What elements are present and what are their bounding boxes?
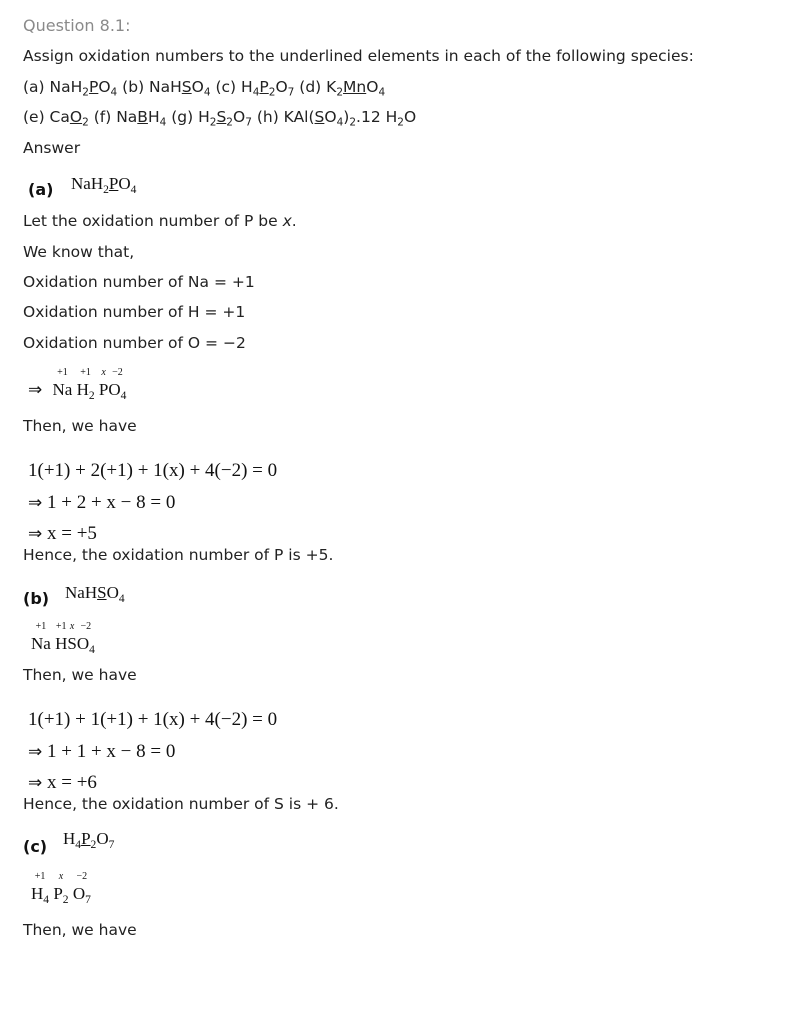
- part-a-eq3-row: [28, 523, 97, 545]
- part-b-formula: NaHSO$_4$: [65, 583, 125, 606]
- part-b-then: Then, we have: [23, 666, 137, 684]
- part-a-know: We know that,: [23, 243, 135, 261]
- question-title: Question 8.1:: [23, 16, 131, 35]
- part-c-label: (c): [23, 837, 48, 856]
- implies-arrow: ⇒: [28, 493, 43, 513]
- implies-arrow: ⇒: [28, 380, 43, 400]
- part-a-ox-o: Oxidation number of O = −2: [23, 334, 246, 352]
- answer-label: Answer: [23, 139, 81, 157]
- question-prompt: Assign oxidation numbers to the underlined elements in each of the following species:: [23, 47, 694, 65]
- part-b-annotated-formula: +1 Na +1 H x S −2 $O_4$: [31, 621, 95, 657]
- part-a-label: (a): [28, 180, 54, 199]
- part-a-ox-na: Oxidation number of Na = +1: [23, 273, 255, 291]
- part-a-hence: Hence, the oxidation number of P is +5.: [23, 546, 334, 564]
- species-line-1: (a) $NaH_2PO_4$ (b) NaHSO$_4$ (c) $H_4P_2O_7$ (d) $K_2MnO_4$: [23, 78, 386, 99]
- part-a-formula: $NaH_2PO_4$: [71, 174, 137, 197]
- part-b-label: (b): [23, 589, 50, 608]
- part-b-eq2: 1 + 1 + x − 8 = 0: [47, 741, 176, 762]
- part-a-let: Let the oxidation number of P be x.: [23, 212, 297, 230]
- part-a-eq1: 1(+1) + 2(+1) + 1(x) + 4(−2) = 0: [28, 460, 278, 481]
- part-a-eq2: 1 + 2 + x − 8 = 0: [47, 492, 176, 513]
- part-c-annotated-formula: +1 $H_4$ x $P_2$ −2 $O_7$: [31, 871, 91, 907]
- part-c-then: Then, we have: [23, 921, 137, 939]
- part-a-eq2-row: [28, 492, 175, 514]
- part-a-then: Then, we have: [23, 417, 137, 435]
- part-b-eq3-row: [28, 772, 97, 794]
- part-c-formula: $H_4P_2O_7$: [63, 829, 115, 852]
- part-a-eq3: x = +5: [47, 523, 97, 544]
- implies-arrow: ⇒: [28, 524, 43, 544]
- part-b-eq2-row: [28, 741, 175, 763]
- part-a-ox-h: Oxidation number of H = +1: [23, 303, 246, 321]
- implies-arrow: ⇒: [28, 742, 43, 762]
- implies-arrow: ⇒: [28, 773, 43, 793]
- part-b-eq1: 1(+1) + 1(+1) + 1(x) + 4(−2) = 0: [28, 709, 278, 730]
- part-a-annotated-formula: ⇒ +1 Na +1 $H_2$ x P −2 $O_4$: [28, 367, 127, 403]
- species-line-2: (e) CaO$_2$ (f) NaBH$_4$ (g) $H_2S_2O_7$ (h) $KAl(SO_4)_2.12$ $H_2O$: [23, 108, 417, 129]
- part-b-hence: Hence, the oxidation number of S is + 6.: [23, 795, 339, 813]
- part-b-eq3: x = +6: [47, 772, 97, 793]
